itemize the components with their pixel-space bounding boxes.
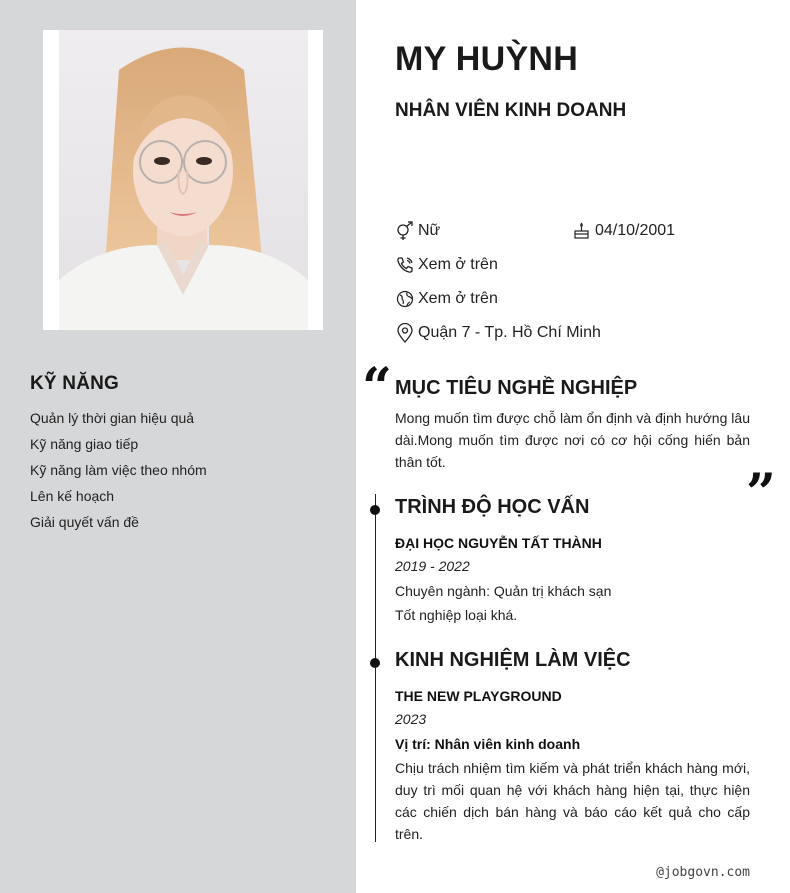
- timeline-dot-experience: [370, 658, 380, 668]
- school-name: ĐẠI HỌC NGUYỄN TẤT THÀNH: [395, 535, 602, 551]
- website-value: Xem ở trên: [418, 290, 498, 307]
- location-pin-icon: [395, 323, 415, 343]
- watermark: @jobgovn.com: [656, 865, 750, 880]
- skills-title: KỸ NĂNG: [30, 373, 120, 394]
- quote-close-icon: ”: [746, 463, 776, 524]
- website-row: [395, 289, 498, 309]
- objective-title: MỤC TIÊU NGHỀ NGHIỆP: [395, 377, 638, 399]
- skills-list: [30, 408, 207, 538]
- skill-item: Kỹ năng giao tiếp: [30, 436, 139, 452]
- gender-value: Nữ: [418, 222, 441, 239]
- gender-row: [395, 221, 440, 241]
- education-title: TRÌNH ĐỘ HỌC VẤN: [395, 496, 590, 518]
- cake-icon: [572, 221, 592, 241]
- experience-title: KINH NGHIỆM LÀM VIỆC: [395, 649, 631, 671]
- education-period: 2019 - 2022: [395, 558, 470, 574]
- education-major: Chuyên ngành: Quản trị khách sạn: [395, 583, 612, 599]
- address-value: Quận 7 - Tp. Hồ Chí Minh: [418, 324, 601, 341]
- timeline-line: [375, 494, 376, 842]
- gender-icon: [395, 221, 415, 241]
- birthday-value: 04/10/2001: [595, 222, 676, 239]
- timeline-dot-education: [370, 505, 380, 515]
- skill-item: Quản lý thời gian hiệu quả: [30, 410, 195, 426]
- skill-item: Kỹ năng làm việc theo nhóm: [30, 462, 207, 478]
- quote-open-icon: “: [362, 357, 392, 418]
- phone-icon: [395, 255, 415, 275]
- phone-row: [395, 255, 498, 275]
- company-name: THE NEW PLAYGROUND: [395, 688, 562, 704]
- birthday-row: [572, 221, 675, 241]
- job-title: NHÂN VIÊN KINH DOANH: [395, 100, 627, 121]
- skill-item: Lên kế hoạch: [30, 488, 115, 504]
- education-result: Tốt nghiệp loại khá.: [395, 607, 518, 623]
- experience-position: Vị trí: Nhân viên kinh doanh: [395, 736, 581, 752]
- candidate-name: MY HUỲNH: [395, 40, 579, 78]
- address-row: [395, 323, 601, 343]
- experience-year: 2023: [395, 711, 427, 727]
- skill-item: Giải quyết vấn đề: [30, 514, 139, 530]
- experience-description: Chịu trách nhiệm tìm kiếm và phát triển khách hàng mới, duy trì mối quan hệ với khách hàng hiện tại, thực hiện các chiến dịch bán hàng và báo cáo kết quả cho cấp trên.: [395, 760, 750, 842]
- globe-icon: [395, 289, 415, 309]
- phone-value: Xem ở trên: [418, 256, 498, 273]
- objective-text: Mong muốn tìm được chỗ làm ổn định và định hướng lâu dài.Mong muốn tìm được nơi có cơ hội cống hiến bản thân tốt.: [395, 410, 750, 470]
- profile-photo-frame: [43, 30, 323, 330]
- profile-photo: [59, 30, 308, 330]
